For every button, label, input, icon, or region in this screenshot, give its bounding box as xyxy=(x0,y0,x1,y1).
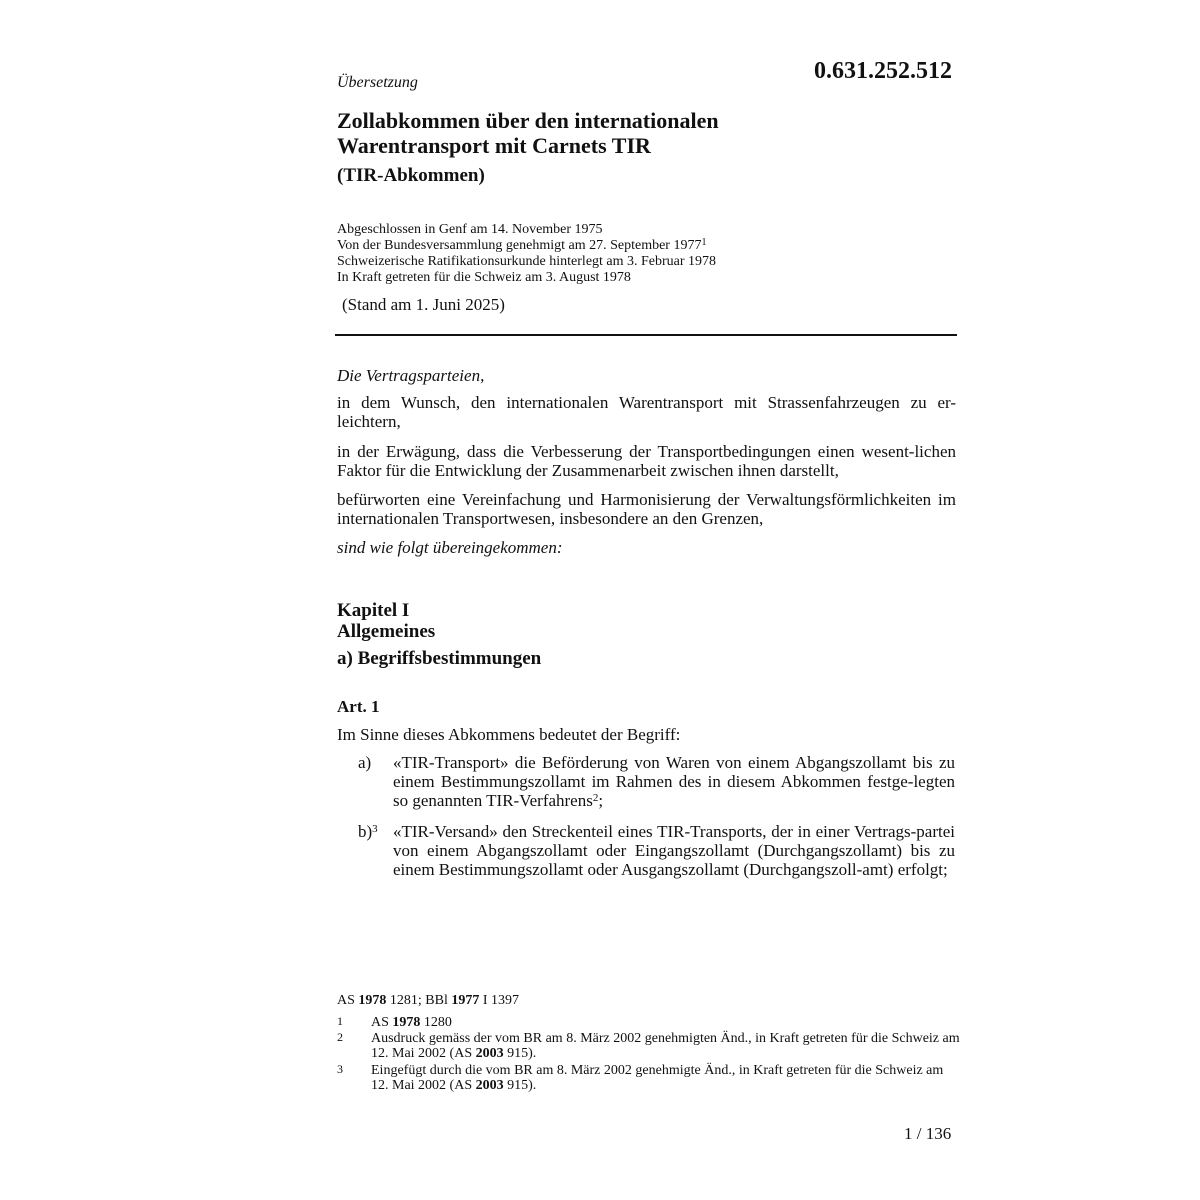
preamble-paragraph-3: befürworten eine Vereinfachung und Harmonisierung der Verwaltungsförmlichkeiten im internationalen Transportwesen, insbesondere an den Grenzen, xyxy=(337,490,956,528)
source-reference: AS 1978 1281; BBl 1977 I 1397 xyxy=(337,993,520,1008)
preamble-parties: Die Vertragsparteien, xyxy=(337,366,485,385)
concluded-line: Abgeschlossen in Genf am 14. November 1975 xyxy=(337,222,603,237)
sr-number: 0.631.252.512 xyxy=(814,58,952,84)
approved-line xyxy=(337,238,957,254)
metadata-block xyxy=(337,222,957,286)
document-title xyxy=(337,108,937,158)
footnote-ref-2[interactable]: 2 xyxy=(592,792,599,804)
article-heading: Art. 1 xyxy=(337,697,380,716)
preamble-paragraph-1: in dem Wunsch, den internationalen Warentransport mit Strassenfahrzeugen zu er-leichtern, xyxy=(337,393,956,431)
footnote-text: AS 1978 1280 xyxy=(371,1015,452,1030)
list-item-text: «TIR-Versand» den Streckenteil eines TIR-Transports, der in einer Vertrags-partei von einem Abgangszollamt oder Eingangszollamt (Durchgangszollamt) bis zu einem Bestimmungszollamt oder Ausgangszollamt (Durchgangszoll-amt) erfolgt; xyxy=(393,822,955,879)
list-item-text: «TIR-Transport» die Beförderung von Waren von einem Abgangszollamt bis zu einem Bestimmungszollamt im Rahmen des in diesem Abkommen festge-legten so genannten TIR-Verfahrens$^2$; xyxy=(393,753,955,810)
list-item-label: b)$^3$ xyxy=(358,822,378,841)
status-date: (Stand am 1. Juni 2025) xyxy=(342,295,505,314)
in-force-line: In Kraft getreten für die Schweiz am 3. August 1978 xyxy=(337,270,631,285)
footnote-number: 3 xyxy=(337,1062,343,1076)
page-number: 1 / 136 xyxy=(904,1124,952,1143)
section-heading: a) Begriffsbestimmungen xyxy=(337,648,542,669)
footnote-text: Ausdruck gemäss der vom BR am 8. März 2002 genehmigten Änd., in Kraft getreten für die Schweiz am 12. Mai 2002 (AS 2003 915). xyxy=(371,1031,960,1061)
preamble-paragraph-2: in der Erwägung, dass die Verbesserung der Transportbedingungen einen wesent-lichen Faktor für die Entwicklung der Zusammenarbeit zwischen ihnen darstellt, xyxy=(337,442,956,480)
article-intro: Im Sinne dieses Abkommens bedeutet der Begriff: xyxy=(337,725,681,744)
footnote-number: 2 xyxy=(337,1030,343,1044)
short-title: (TIR-Abkommen) xyxy=(337,165,485,186)
header-divider xyxy=(335,334,957,336)
preamble-agreed: sind wie folgt übereingekommen: xyxy=(337,538,563,557)
footnote-number: 1 xyxy=(337,1014,343,1028)
title-line-1: Zollabkommen über den internationalen xyxy=(337,108,719,133)
footnote-ref-3[interactable]: 3 xyxy=(372,823,378,835)
translation-label: Übersetzung xyxy=(337,74,418,91)
ratification-line: Schweizerische Ratifikationsurkunde hinterlegt am 3. Februar 1978 xyxy=(337,254,717,269)
chapter-heading xyxy=(337,600,435,642)
title-line-2: Warentransport mit Carnets TIR xyxy=(337,133,651,158)
list-item-label: a) xyxy=(358,753,372,772)
approved-text: Von der Bundesversammlung genehmigt am 27. September 1977 xyxy=(337,238,702,253)
chapter-title: Allgemeines xyxy=(337,621,436,642)
footnote-ref-1[interactable]: 1 xyxy=(701,237,707,248)
chapter-number: Kapitel I xyxy=(337,600,410,621)
footnote-text: Eingefügt durch die vom BR am 8. März 2002 genehmigte Änd., in Kraft getreten für die Schweiz am 12. Mai 2002 (AS 2003 915). xyxy=(371,1063,944,1093)
